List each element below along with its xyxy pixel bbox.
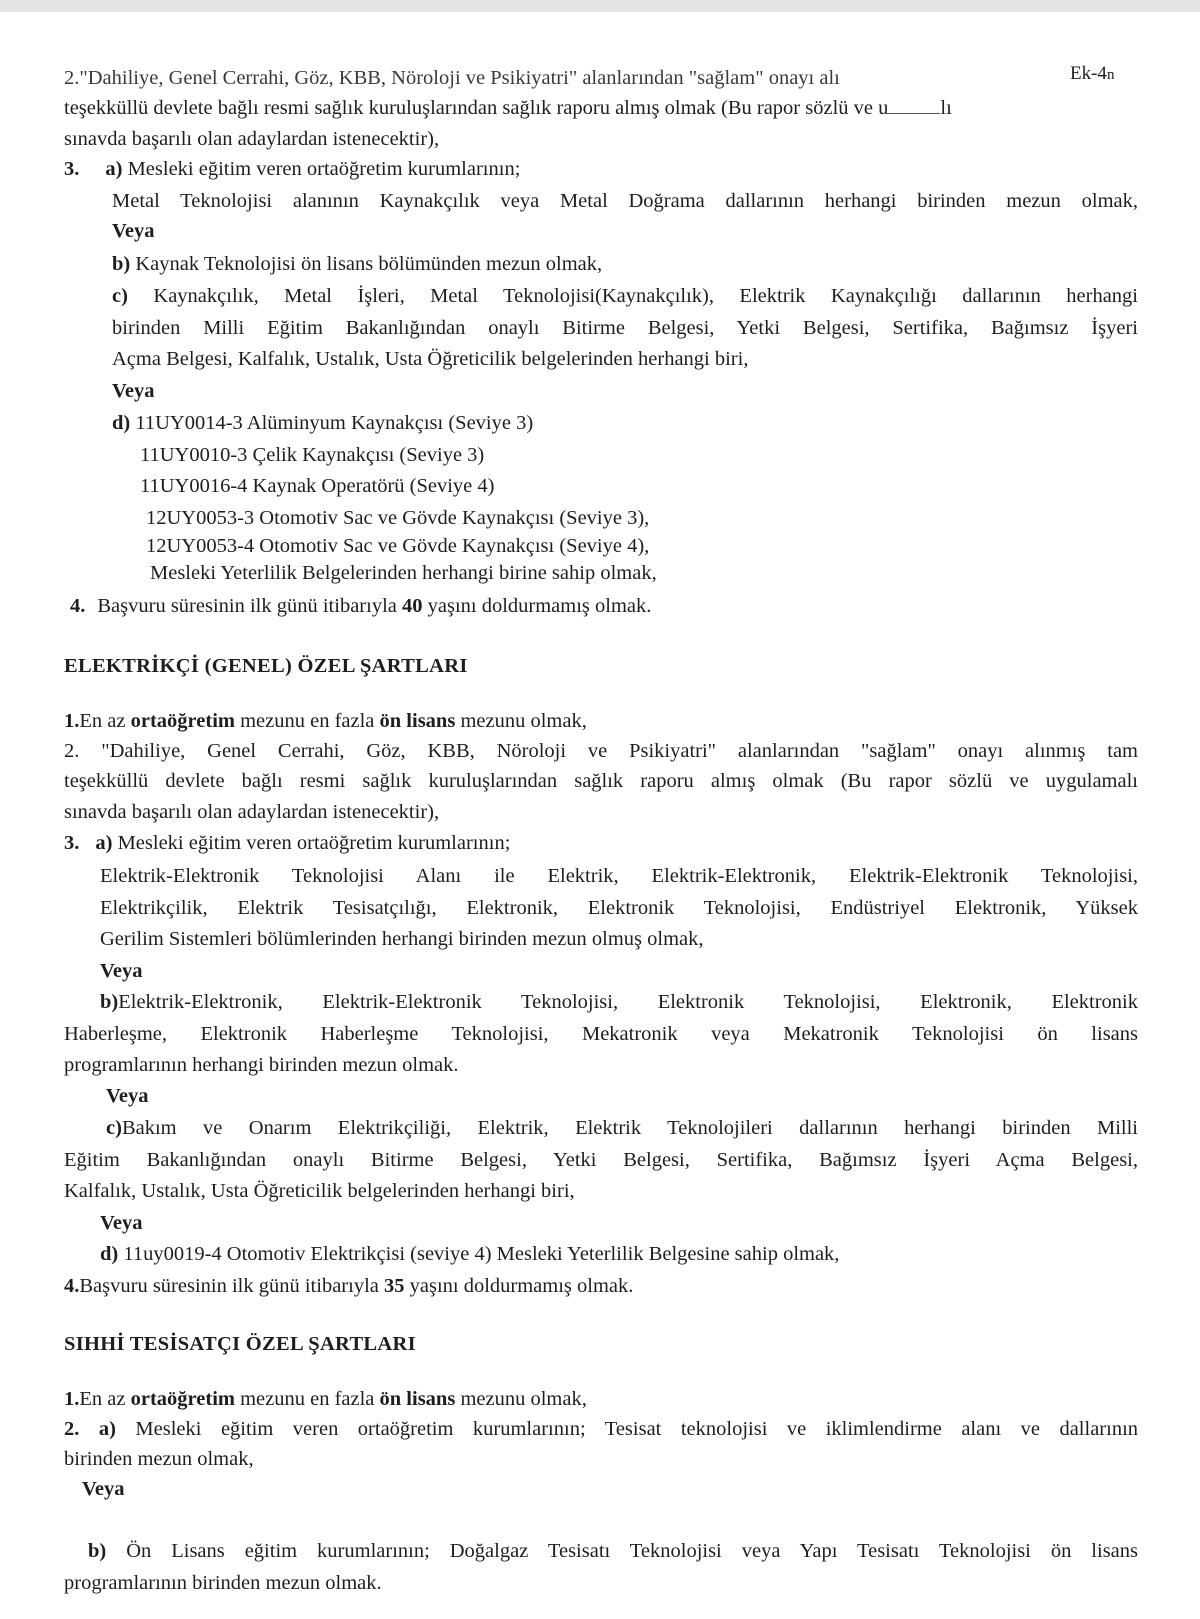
page-label: Ek-4n bbox=[1070, 63, 1115, 84]
viewer-top-bar bbox=[0, 0, 1200, 12]
elektrikci-item-3-c-line-3: Kalfalık, Ustalık, Usta Öğreticilik belgelerinden herhangi biri, bbox=[64, 1180, 575, 1202]
elektrikci-item-3-a-line-3: Gerilim Sistemleri bölümlerinden herhangi birinden mezun olmuş olmak, bbox=[100, 928, 704, 950]
sihhi-veya-1: Veya bbox=[82, 1478, 125, 1500]
intro-item-3-d-line-4: 12UY0053-3 Otomotiv Sac ve Gövde Kaynakçısı (Seviye 3), bbox=[146, 507, 650, 529]
elektrikci-item-3-c-line-2: Eğitim Bakanlığından onaylı Bitirme Belgesi, Yetki Belgesi, Sertifika, Bağımsız İşyeri Açma Belgesi, bbox=[64, 1149, 1138, 1171]
elektrikci-item-3-c-line-1: c)Bakım ve Onarım Elektrikçiliği, Elektrik, Elektrik Teknolojileri dallarının herhangi birinden Milli bbox=[106, 1117, 1138, 1139]
elektrikci-item-1: 1.En az ortaöğretim mezunu en fazla ön lisans mezunu olmak, bbox=[64, 710, 587, 732]
intro-item-3-b: b) Kaynak Teknolojisi ön lisans bölümünden mezun olmak, bbox=[112, 253, 603, 275]
elektrikci-item-4: 4.Başvuru süresinin ilk günü itibarıyla 35 yaşını doldurmamış olmak. bbox=[64, 1275, 634, 1297]
intro-item-4: 4. Başvuru süresinin ilk günü itibarıyla 40 yaşını doldurmamış olmak. bbox=[70, 595, 652, 617]
elektrikci-item-2-line-1: 2. "Dahiliye, Genel Cerrahi, Göz, KBB, Nöroloji ve Psikiyatri" alanlarından "sağlam" onayı alınmış tam bbox=[64, 740, 1138, 762]
sihhi-item-1: 1.En az ortaöğretim mezunu en fazla ön lisans mezunu olmak, bbox=[64, 1388, 587, 1410]
elektrikci-veya-2: Veya bbox=[106, 1085, 149, 1107]
elektrikci-item-3-b-line-3: programlarının herhangi birinden mezun olmak. bbox=[64, 1054, 459, 1076]
intro-item-3-d-line-3: 11UY0016-4 Kaynak Operatörü (Seviye 4) bbox=[140, 475, 495, 497]
elektrikci-veya-1: Veya bbox=[100, 960, 143, 982]
intro-item-3-c-line-3: Açma Belgesi, Kalfalık, Ustalık, Usta Öğreticilik belgelerinden herhangi biri, bbox=[112, 348, 749, 370]
intro-item-2-line-1: 2."Dahiliye, Genel Cerrahi, Göz, KBB, Nöroloji ve Psikiyatri" alanlarından "sağlam" onayı alı bbox=[64, 67, 840, 89]
intro-item-2-line-2: teşekküllü devlete bağlı resmi sağlık kuruluşlarından sağlık raporu almış olmak (Bu rapor sözlü ve u lı bbox=[64, 97, 952, 119]
elektrikci-item-3-a-line-1: Elektrik-Elektronik Teknolojisi Alanı ile Elektrik, Elektrik-Elektronik, Elektrik-Elektronik Teknolojisi, bbox=[100, 865, 1138, 887]
elektrikci-item-2-line-2: teşekküllü devlete bağlı resmi sağlık kuruluşlarından sağlık raporu almış olmak (Bu rapor sözlü ve uygulamalı bbox=[64, 770, 1138, 792]
intro-item-3-c-line-2: birinden Milli Eğitim Bakanlığından onaylı Bitirme Belgesi, Yetki Belgesi, Sertifika, Bağımsız İşyeri bbox=[112, 317, 1138, 339]
elektrikci-item-3-b-line-1: b)Elektrik-Elektronik, Elektrik-Elektronik Teknolojisi, Elektronik Teknolojisi, Elektronik, Elektronik bbox=[100, 991, 1138, 1013]
intro-item-3-d-line-5: 12UY0053-4 Otomotiv Sac ve Gövde Kaynakçısı (Seviye 4), bbox=[146, 535, 650, 557]
intro-item-2-line-3: sınavda başarılı olan adaylardan istenecektir), bbox=[64, 128, 440, 150]
sihhi-item-2-a-line-1: 2. a) Mesleki eğitim veren ortaöğretim kurumlarının; Tesisat teknolojisi ve iklimlendirme alanı ve dallarının bbox=[64, 1418, 1139, 1440]
intro-item-3-c-line-1: c) Kaynakçılık, Metal İşleri, Metal Teknolojisi(Kaynakçılık), Elektrik Kaynakçılığı dallarının herhangi bbox=[112, 285, 1139, 307]
elektrikci-veya-3: Veya bbox=[100, 1212, 143, 1234]
elektrikci-heading: ELEKTRİKÇİ (GENEL) ÖZEL ŞARTLARI bbox=[64, 655, 468, 677]
elektrikci-item-3-a-line-2: Elektrikçilik, Elektrik Tesisatçılığı, Elektronik, Elektronik Teknolojisi, Endüstriyel Elektronik, Yüksek bbox=[100, 897, 1138, 919]
sihhi-item-2-b-line-1: b) Ön Lisans eğitim kurumlarının; Doğalgaz Tesisatı Teknolojisi veya Yapı Tesisatı Teknolojisi ön lisans bbox=[88, 1540, 1138, 1562]
intro-item-3-a-body: Metal Teknolojisi alanının Kaynakçılık veya Metal Doğrama dallarının herhangi birinden mezun olmak, bbox=[112, 190, 1138, 212]
intro-item-3-d-line-2: 11UY0010-3 Çelik Kaynakçısı (Seviye 3) bbox=[140, 444, 485, 466]
intro-item-3-a: 3. a) Mesleki eğitim veren ortaöğretim kurumlarının; bbox=[64, 158, 521, 180]
elektrikci-item-2-line-3: sınavda başarılı olan adaylardan istenecektir), bbox=[64, 801, 440, 823]
intro-item-3-d-line-1: d) 11UY0014-3 Alüminyum Kaynakçısı (Seviye 3) bbox=[112, 412, 534, 434]
sihhi-heading: SIHHİ TESİSATÇI ÖZEL ŞARTLARI bbox=[64, 1333, 416, 1355]
sihhi-item-2-a-line-2: birinden mezun olmak, bbox=[64, 1448, 254, 1470]
intro-veya-1: Veya bbox=[112, 220, 155, 242]
intro-item-3-d-line-6: Mesleki Yeterlilik Belgelerinden herhangi birine sahip olmak, bbox=[150, 562, 657, 584]
sihhi-item-2-b-line-2: programlarının birinden mezun olmak. bbox=[64, 1572, 382, 1594]
elektrikci-item-3-d: d) 11uy0019-4 Otomotiv Elektrikçisi (seviye 4) Mesleki Yeterlilik Belgesine sahip olmak, bbox=[100, 1243, 840, 1265]
document-page bbox=[0, 12, 1200, 1619]
elektrikci-item-3-b-line-2: Haberleşme, Elektronik Haberleşme Teknolojisi, Mekatronik veya Mekatronik Teknolojisi ön lisans bbox=[64, 1023, 1138, 1045]
intro-veya-2: Veya bbox=[112, 380, 155, 402]
elektrikci-item-3-a: 3. a) Mesleki eğitim veren ortaöğretim kurumlarının; bbox=[64, 832, 511, 854]
